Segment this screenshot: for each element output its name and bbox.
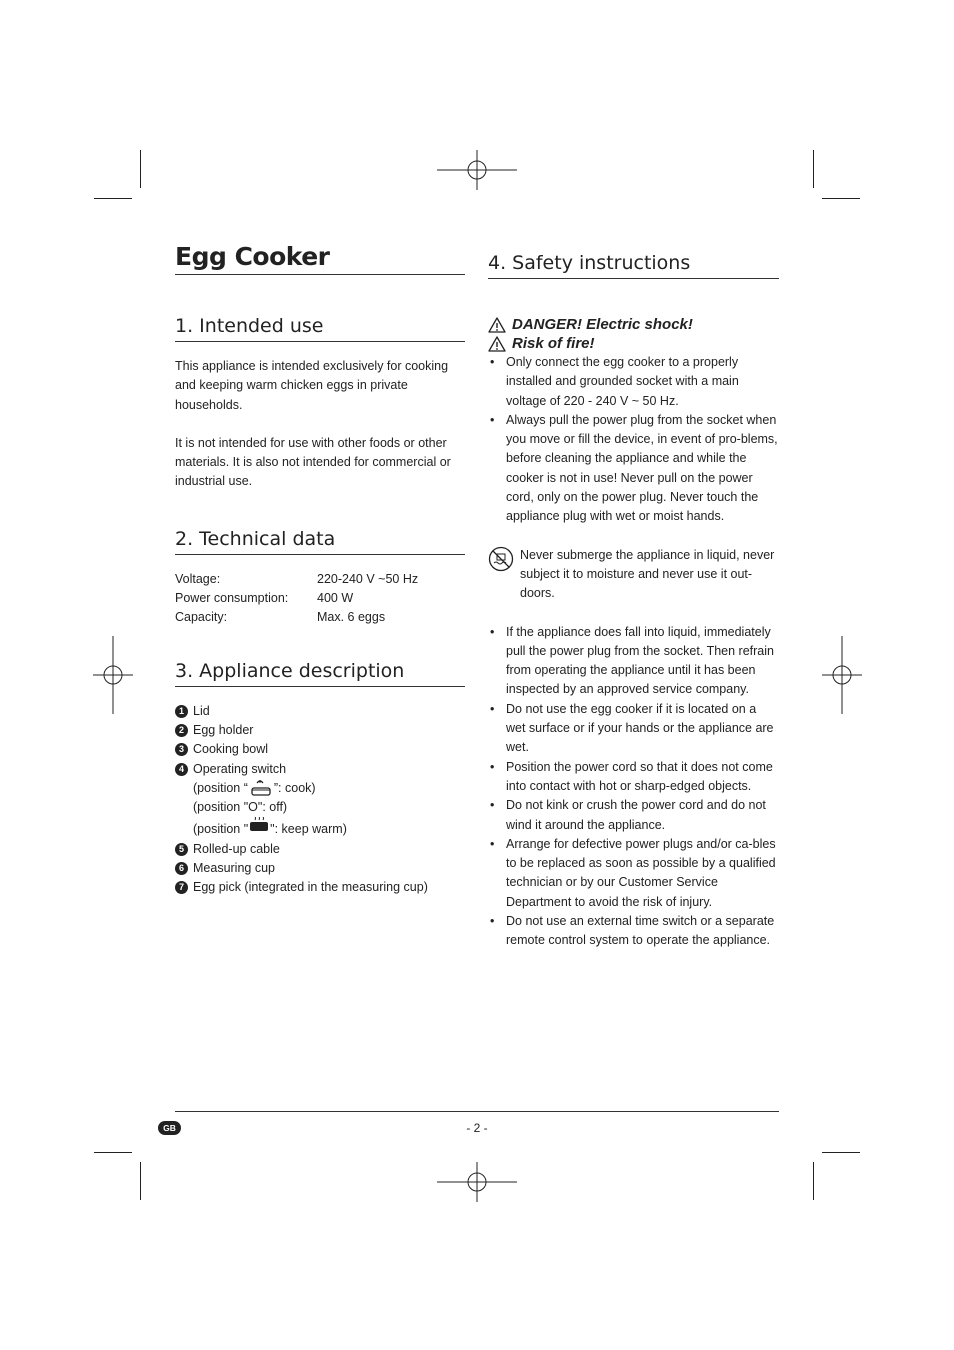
list-item: • Do not use an external time switch or a separate remote control system to operate the appliance.: [488, 912, 779, 951]
switch-warm-suffix: ": keep warm): [270, 822, 347, 837]
section-heading-intended-use: 1. Intended use: [175, 313, 465, 342]
spec-label: Capacity:: [175, 610, 228, 625]
list-item: • Always pull the power plug from the socket when you move or fill the device, in event of pro-blems, before cleaning the appliance and while the cooker is not in use! Never pull on the power cord, only on the power plug. Never touch the appliance plug with wet or moist hands.: [488, 411, 779, 527]
part-label: Rolled-up cable: [193, 841, 280, 856]
list-item: [175, 702, 465, 721]
switch-position-keep-warm: [175, 817, 465, 839]
item-number: 6: [175, 862, 188, 875]
list-item: [175, 840, 465, 859]
intended-use-paragraph-1: This appliance is intended exclusively for cooking and keeping warm chicken eggs in private households.: [175, 359, 449, 412]
list-item: [175, 760, 465, 779]
item-number: 7: [175, 881, 188, 894]
spec-value: 220-240 V ~50 Hz: [317, 571, 419, 586]
list-item: • Position the power cord so that it does not come into contact with hot or sharp-edged objects.: [488, 758, 779, 797]
item-number: 4: [175, 763, 188, 776]
switch-position-off: (position "O": off): [193, 800, 288, 815]
left-column: [175, 240, 465, 898]
danger-block: [488, 315, 779, 353]
list-item: • Only connect the egg cooker to a properly installed and grounded socket with a main voltage of 220 - 240 V ~ 50 Hz.: [488, 353, 779, 411]
part-label: Cooking bowl: [193, 742, 269, 757]
safety-bullets-b: [488, 623, 779, 951]
registration-mark-icon: [822, 636, 862, 714]
switch-cook-prefix: (position “: [193, 780, 248, 795]
item-number: 2: [175, 724, 188, 737]
right-column: [488, 250, 779, 951]
danger-fire-text: Risk of fire!: [512, 335, 595, 352]
no-submerge-icon: [488, 546, 514, 572]
intended-use-paragraph-2: It is not intended for use with other foods or other materials. It is also not intended for commercial or industrial use.: [175, 435, 451, 489]
spec-row: [175, 589, 465, 608]
spec-row: [175, 608, 465, 627]
country-badge: GB: [158, 1121, 181, 1135]
list-item: • If the appliance does fall into liquid, immediately pull the power plug from the socket. Then refrain from operating the appliance until it has been inspected by an approved service company.: [488, 623, 779, 700]
parts-list: [175, 702, 465, 779]
safety-bullets-a: [488, 353, 779, 527]
list-item: [175, 740, 465, 759]
list-item: • Do not kink or crush the power cord and do not wind it around the appliance.: [488, 796, 779, 835]
registration-mark-icon: [93, 636, 133, 714]
registration-mark-icon: [437, 150, 517, 190]
list-item: • Do not use the egg cooker if it is located on a wet surface or if your hands or the appliance are wet.: [488, 700, 779, 758]
no-submerge-notice: [488, 546, 779, 604]
part-label: Egg holder: [193, 722, 254, 737]
list-item: [175, 878, 465, 897]
danger-line-fire: [488, 334, 779, 353]
no-submerge-text: Never submerge the appliance in liquid, never subject it to moisture and never use it out-doors.: [520, 547, 775, 601]
item-number: 1: [175, 705, 188, 718]
spec-label: Voltage:: [175, 571, 221, 586]
part-label: Operating switch: [193, 761, 287, 776]
item-number: 3: [175, 743, 188, 756]
danger-electric-text: DANGER! Electric shock!: [512, 316, 693, 333]
registration-mark-icon: [437, 1162, 517, 1202]
list-item: • Arrange for defective power plugs and/or ca-bles to be replaced as soon as possible by a qualified technician or by our Customer Service Department to avoid the risk of injury.: [488, 835, 779, 912]
cook-position-icon: [248, 779, 274, 797]
part-label: Egg pick (integrated in the measuring cup): [193, 880, 428, 895]
spec-value: 400 W: [317, 591, 354, 606]
part-label: Lid: [193, 703, 210, 718]
danger-line-electric: [488, 315, 779, 334]
switch-cook-suffix: ”: cook): [273, 780, 316, 795]
list-item: [175, 859, 465, 878]
part-label: Measuring cup: [193, 861, 275, 876]
section-heading-appliance-description: 3. Appliance description: [175, 658, 465, 687]
keep-warm-position-icon: [248, 817, 270, 833]
item-number: 5: [175, 843, 188, 856]
spec-value: Max. 6 eggs: [317, 610, 386, 625]
section-heading-technical-data: 2. Technical data: [175, 526, 465, 555]
warning-triangle-icon: [488, 336, 506, 352]
page-number: - 2 -: [466, 1121, 488, 1135]
warning-triangle-icon: [488, 317, 506, 333]
list-item: [175, 721, 465, 740]
footer-divider: [175, 1111, 779, 1112]
spec-row: [175, 570, 465, 589]
technical-data-table: [175, 570, 465, 628]
page-title: Egg Cooker: [175, 240, 465, 275]
parts-list-continued: [175, 840, 465, 898]
section-heading-safety: 4. Safety instructions: [488, 250, 779, 279]
spec-label: Power consumption:: [175, 591, 289, 606]
switch-warm-prefix: (position ": [193, 822, 249, 837]
switch-position-cook: [175, 779, 465, 798]
